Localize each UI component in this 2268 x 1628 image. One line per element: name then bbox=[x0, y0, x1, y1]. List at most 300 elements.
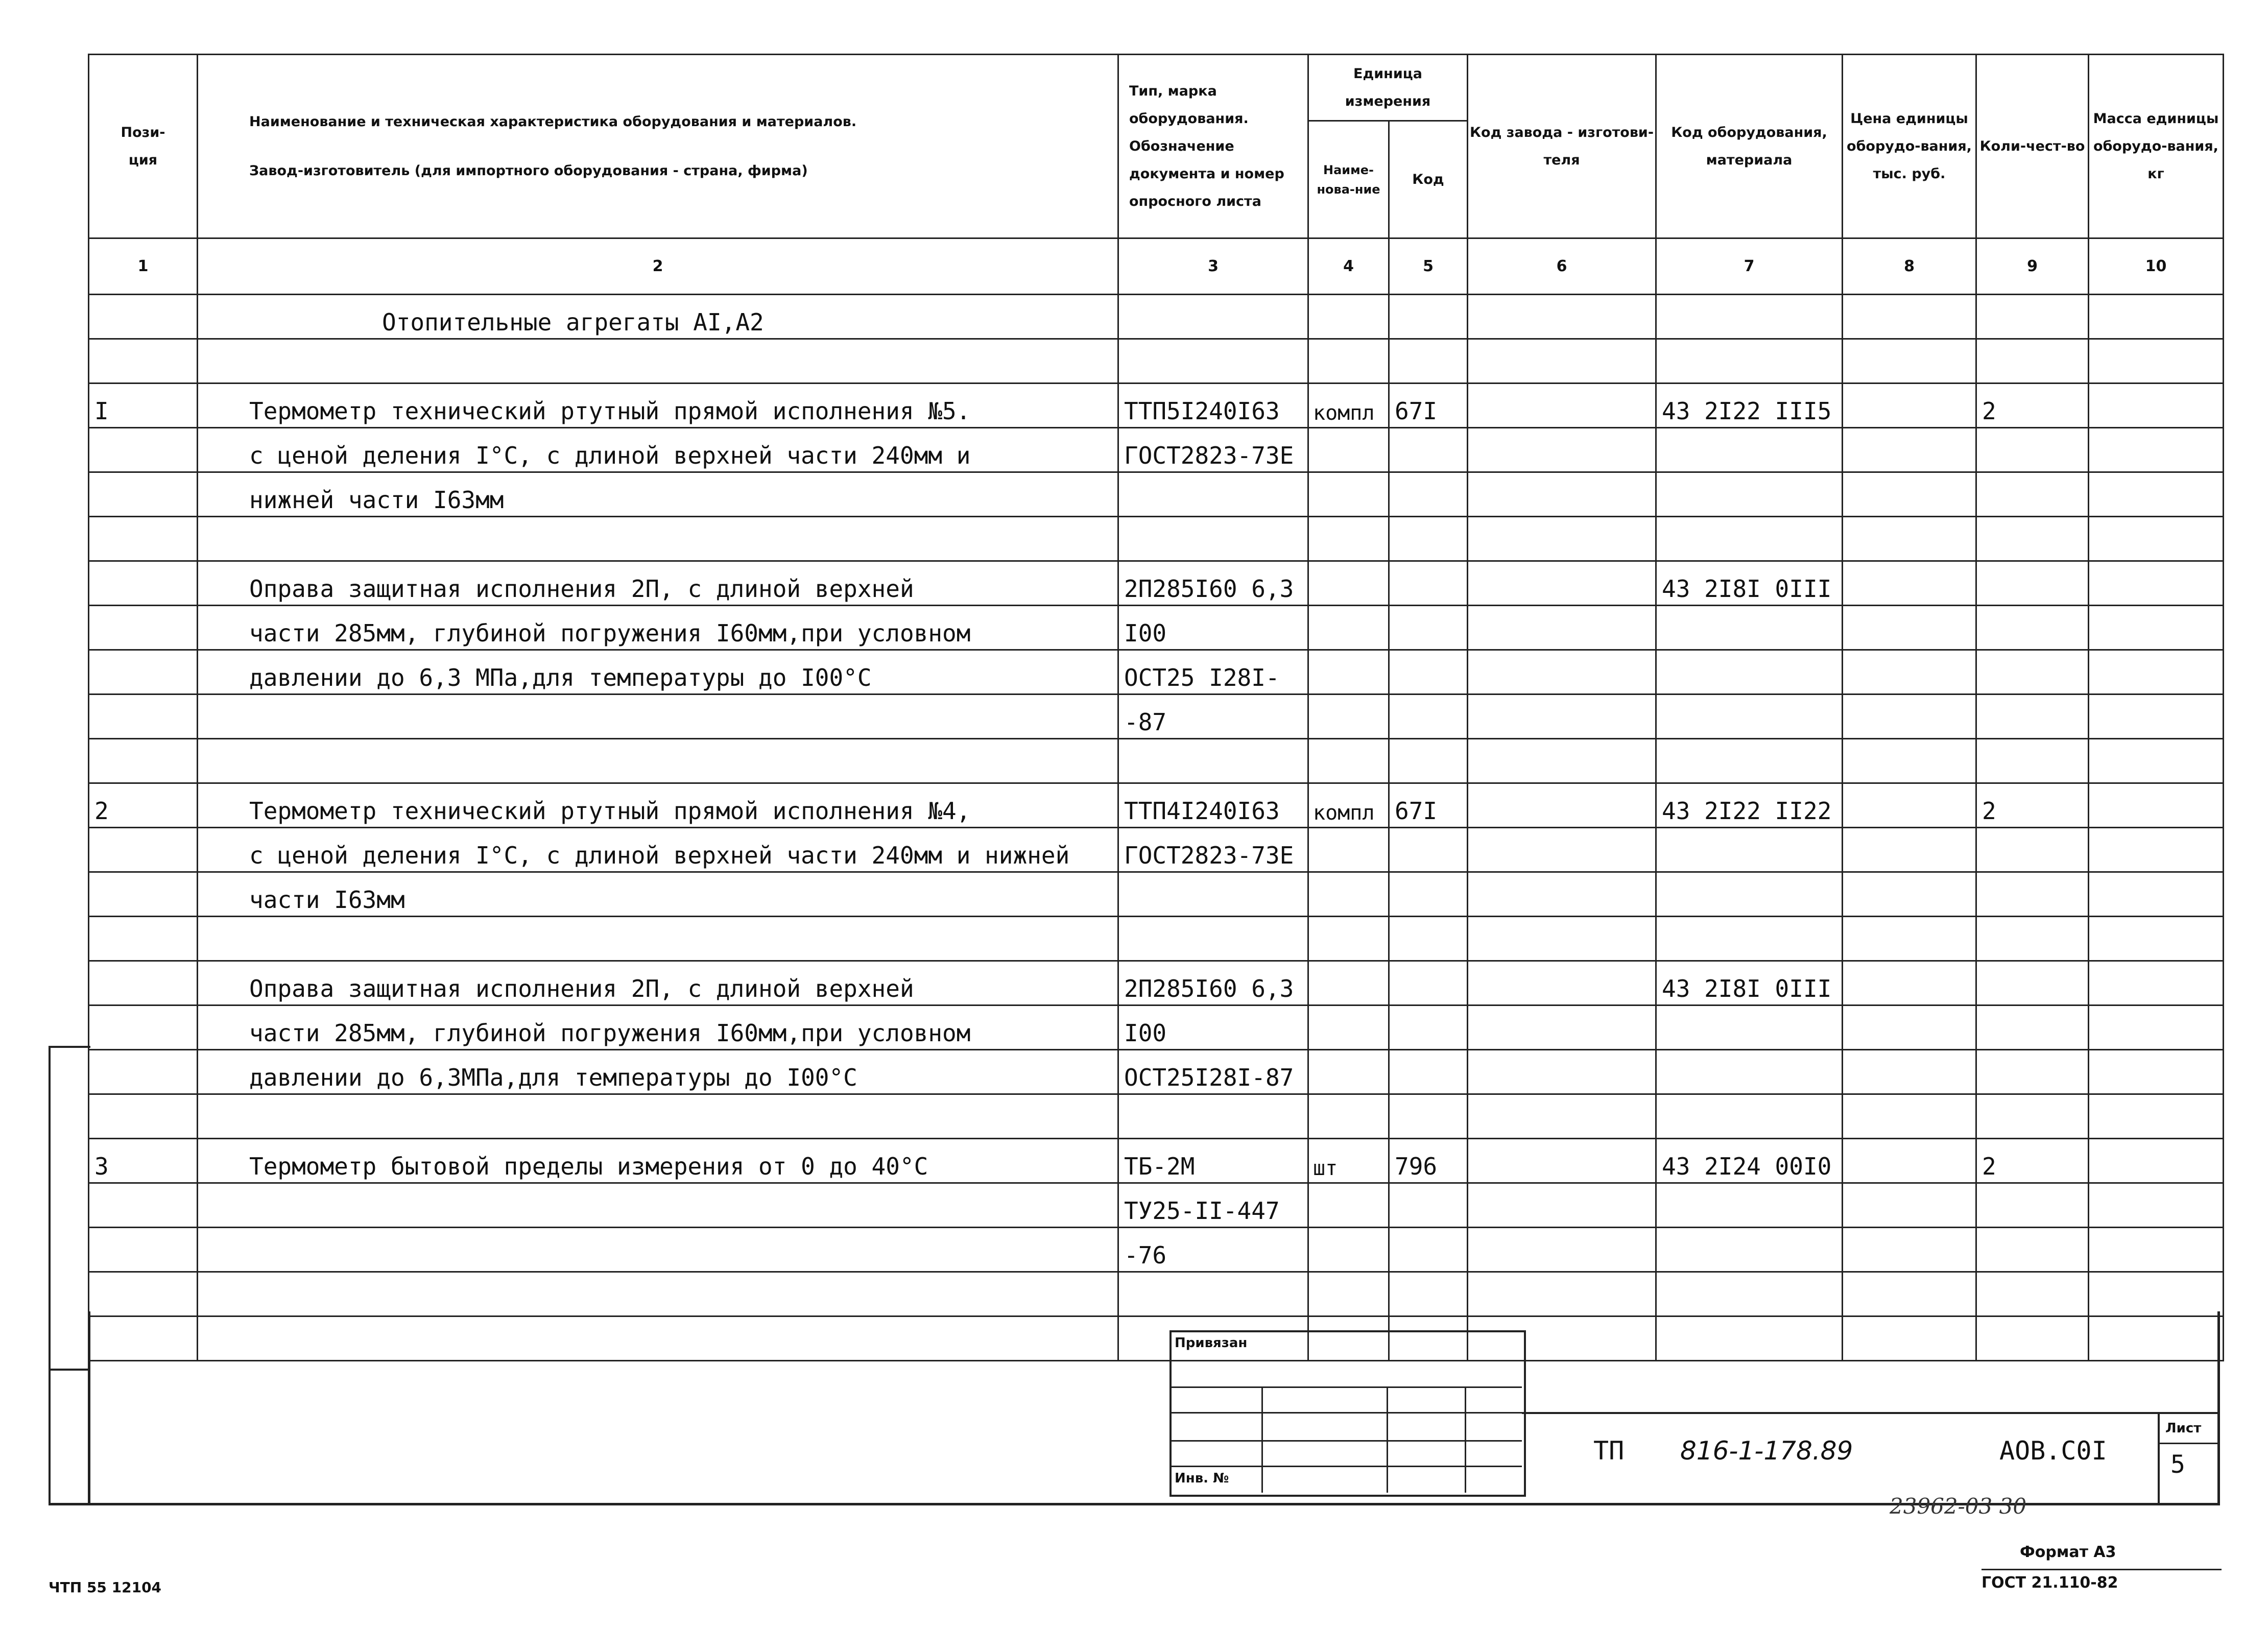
row-equipment-code bbox=[1656, 1272, 1843, 1316]
row-position bbox=[89, 561, 198, 606]
row-quantity bbox=[1976, 428, 2089, 472]
document-number: 816-1-178.89 bbox=[1680, 1436, 1853, 1466]
row-quantity bbox=[1976, 606, 2089, 650]
table-row bbox=[89, 1050, 2224, 1094]
stamp-line bbox=[1169, 1412, 1522, 1414]
row-price bbox=[1843, 1050, 1976, 1094]
format-label: Формат А3 bbox=[2020, 1543, 2116, 1561]
row-position bbox=[89, 695, 198, 739]
row-position: 2 bbox=[89, 783, 198, 828]
row-quantity bbox=[1976, 1005, 2089, 1050]
row-type: -76 bbox=[1118, 1228, 1308, 1272]
row-plant-code bbox=[1468, 1139, 1656, 1183]
stamp-vline bbox=[1465, 1386, 1466, 1493]
row-quantity bbox=[1976, 561, 2089, 606]
row-plant-code bbox=[1468, 961, 1656, 1005]
row-equipment-code bbox=[1656, 428, 1843, 472]
row-unit-name bbox=[1308, 1005, 1389, 1050]
title-block-top bbox=[1522, 1412, 2220, 1414]
row-price bbox=[1843, 1005, 1976, 1050]
row-position bbox=[89, 1183, 198, 1228]
row-name bbox=[198, 695, 1118, 739]
row-equipment-code: 43 2I8I 0III bbox=[1656, 561, 1843, 606]
row-unit-name bbox=[1308, 1183, 1389, 1228]
row-price bbox=[1843, 650, 1976, 695]
row-name: нижней части I63мм bbox=[198, 472, 1118, 517]
row-unit-code bbox=[1389, 650, 1468, 695]
row-equipment-code bbox=[1656, 1183, 1843, 1228]
row-quantity: 2 bbox=[1976, 783, 2089, 828]
row-type: ГОСТ2823-73Е bbox=[1118, 828, 1308, 872]
row-mass bbox=[2089, 961, 2224, 1005]
table-row bbox=[89, 1316, 2224, 1361]
row-unit-name bbox=[1308, 295, 1389, 339]
row-mass bbox=[2089, 917, 2224, 961]
frame-bottom-left bbox=[88, 1311, 90, 1505]
row-mass bbox=[2089, 1050, 2224, 1094]
row-plant-code bbox=[1468, 472, 1656, 517]
row-quantity: 2 bbox=[1976, 384, 2089, 428]
table-row bbox=[89, 917, 2224, 961]
header-unit-name: Наиме-нова-ние bbox=[1308, 121, 1389, 238]
row-unit-code bbox=[1389, 872, 1468, 917]
table-row bbox=[89, 472, 2224, 517]
row-unit-code bbox=[1389, 561, 1468, 606]
row-equipment-code: 43 2I22 II22 bbox=[1656, 783, 1843, 828]
row-equipment-code: 43 2I22 III5 bbox=[1656, 384, 1843, 428]
table-row bbox=[89, 1272, 2224, 1316]
row-name bbox=[198, 1183, 1118, 1228]
row-type: I00 bbox=[1118, 1005, 1308, 1050]
row-position: 3 bbox=[89, 1139, 198, 1183]
row-equipment-code bbox=[1656, 650, 1843, 695]
row-price bbox=[1843, 783, 1976, 828]
row-equipment-code bbox=[1656, 472, 1843, 517]
row-price bbox=[1843, 828, 1976, 872]
stamp-vline bbox=[1261, 1386, 1263, 1493]
header-name-line1: Наименование и техническая характеристика оборудования и материалов. bbox=[249, 113, 857, 130]
row-equipment-code bbox=[1656, 1005, 1843, 1050]
row-position bbox=[89, 1005, 198, 1050]
row-plant-code bbox=[1468, 606, 1656, 650]
stamp-privyazan: Привязан bbox=[1175, 1335, 1248, 1351]
row-unit-code bbox=[1389, 428, 1468, 472]
table-row bbox=[89, 1139, 2224, 1183]
margin-strip-mark bbox=[49, 1369, 90, 1371]
margin-strip-top bbox=[49, 1046, 90, 1048]
row-price bbox=[1843, 1228, 1976, 1272]
row-mass bbox=[2089, 828, 2224, 872]
row-mass bbox=[2089, 517, 2224, 561]
row-type: 2П285I60 6,3 bbox=[1118, 961, 1308, 1005]
row-mass bbox=[2089, 695, 2224, 739]
row-type bbox=[1118, 295, 1308, 339]
row-name bbox=[198, 339, 1118, 384]
row-plant-code bbox=[1468, 739, 1656, 783]
row-price bbox=[1843, 472, 1976, 517]
row-unit-code bbox=[1389, 517, 1468, 561]
row-price bbox=[1843, 561, 1976, 606]
header-position: Пози- ция bbox=[89, 55, 198, 238]
row-equipment-code bbox=[1656, 739, 1843, 783]
row-unit-name: компл bbox=[1308, 783, 1389, 828]
col-number: 5 bbox=[1389, 238, 1468, 295]
col-number: 1 bbox=[89, 238, 198, 295]
col-number: 8 bbox=[1843, 238, 1976, 295]
row-position bbox=[89, 828, 198, 872]
row-name: давлении до 6,3МПа,для температуры до I00°С bbox=[198, 1050, 1118, 1094]
row-equipment-code bbox=[1656, 828, 1843, 872]
sheet-label: Лист bbox=[2165, 1421, 2202, 1436]
row-position bbox=[89, 739, 198, 783]
gost-label: ГОСТ 21.110-82 bbox=[1981, 1574, 2118, 1592]
row-name: части 285мм, глубиной погружения I60мм,при условном bbox=[198, 1005, 1118, 1050]
row-quantity bbox=[1976, 739, 2089, 783]
margin-strip-left bbox=[49, 1046, 51, 1505]
row-plant-code bbox=[1468, 1094, 1656, 1139]
row-unit-name bbox=[1308, 339, 1389, 384]
row-name bbox=[198, 1316, 1118, 1361]
row-unit-code bbox=[1389, 1272, 1468, 1316]
row-mass bbox=[2089, 872, 2224, 917]
row-mass bbox=[2089, 339, 2224, 384]
row-unit-code bbox=[1389, 695, 1468, 739]
row-position bbox=[89, 917, 198, 961]
row-quantity bbox=[1976, 1272, 2089, 1316]
row-price bbox=[1843, 917, 1976, 961]
row-unit-name bbox=[1308, 428, 1389, 472]
row-name: части I63мм bbox=[198, 872, 1118, 917]
table-row bbox=[89, 828, 2224, 872]
table-row bbox=[89, 517, 2224, 561]
row-quantity: 2 bbox=[1976, 1139, 2089, 1183]
title-block-sheet-line bbox=[2158, 1443, 2220, 1444]
row-unit-name bbox=[1308, 650, 1389, 695]
row-plant-code bbox=[1468, 650, 1656, 695]
row-mass bbox=[2089, 606, 2224, 650]
row-mass bbox=[2089, 1228, 2224, 1272]
row-quantity bbox=[1976, 517, 2089, 561]
row-price bbox=[1843, 1316, 1976, 1361]
row-unit-code bbox=[1389, 1094, 1468, 1139]
table-row bbox=[89, 1005, 2224, 1050]
row-unit-name bbox=[1308, 917, 1389, 961]
row-type bbox=[1118, 517, 1308, 561]
row-plant-code bbox=[1468, 561, 1656, 606]
row-unit-code bbox=[1389, 295, 1468, 339]
row-name: с ценой деления I°С, с длиной верхней части 240мм и нижней bbox=[198, 828, 1118, 872]
header-name bbox=[198, 55, 1118, 238]
row-price bbox=[1843, 517, 1976, 561]
row-position bbox=[89, 1272, 198, 1316]
table-row bbox=[89, 1228, 2224, 1272]
row-name: давлении до 6,3 МПа,для температуры до I00°С bbox=[198, 650, 1118, 695]
left-code-label: ЧТП 55 12104 bbox=[49, 1579, 162, 1596]
row-type: ТБ-2М bbox=[1118, 1139, 1308, 1183]
row-mass bbox=[2089, 650, 2224, 695]
row-equipment-code bbox=[1656, 872, 1843, 917]
row-equipment-code bbox=[1656, 295, 1843, 339]
table-header bbox=[89, 55, 2224, 295]
sheet-number: 5 bbox=[2170, 1450, 2185, 1479]
header-type: Тип, марка оборудования. Обозначение документа и номер опросного листа bbox=[1118, 55, 1308, 238]
row-price bbox=[1843, 1139, 1976, 1183]
table-row bbox=[89, 783, 2224, 828]
row-equipment-code bbox=[1656, 695, 1843, 739]
row-name: Термометр бытовой пределы измерения от 0 до 40°С bbox=[198, 1139, 1118, 1183]
row-type: -87 bbox=[1118, 695, 1308, 739]
row-mass bbox=[2089, 783, 2224, 828]
row-unit-code bbox=[1389, 961, 1468, 1005]
row-type bbox=[1118, 1094, 1308, 1139]
row-plant-code bbox=[1468, 1228, 1656, 1272]
row-mass bbox=[2089, 561, 2224, 606]
header-mass: Масса единицы оборудо-вания, кг bbox=[2089, 55, 2224, 238]
row-unit-code bbox=[1389, 828, 1468, 872]
row-position bbox=[89, 1316, 198, 1361]
row-price bbox=[1843, 295, 1976, 339]
row-position bbox=[89, 1050, 198, 1094]
row-unit-code bbox=[1389, 606, 1468, 650]
row-mass bbox=[2089, 428, 2224, 472]
row-position bbox=[89, 1094, 198, 1139]
row-unit-code bbox=[1389, 739, 1468, 783]
frame-bottom-right bbox=[2217, 1311, 2220, 1505]
row-price bbox=[1843, 872, 1976, 917]
row-unit-code: 67I bbox=[1389, 384, 1468, 428]
footer-rule bbox=[1981, 1569, 2222, 1570]
row-unit-name: компл bbox=[1308, 384, 1389, 428]
row-type bbox=[1118, 872, 1308, 917]
row-quantity bbox=[1976, 828, 2089, 872]
row-price bbox=[1843, 384, 1976, 428]
row-quantity bbox=[1976, 1094, 2089, 1139]
row-name: Оправа защитная исполнения 2П, с длиной верхней bbox=[198, 961, 1118, 1005]
row-plant-code bbox=[1468, 1183, 1656, 1228]
row-plant-code bbox=[1468, 384, 1656, 428]
document-code: АОВ.С0I bbox=[1999, 1436, 2107, 1466]
row-type: ОСТ25 I28I- bbox=[1118, 650, 1308, 695]
col-number: 4 bbox=[1308, 238, 1389, 295]
header-equipment-code: Код оборудования, материала bbox=[1656, 55, 1843, 238]
row-unit-code bbox=[1389, 917, 1468, 961]
header-price: Цена единицы оборудо-вания, тыс. руб. bbox=[1843, 55, 1976, 238]
row-unit-name bbox=[1308, 961, 1389, 1005]
title-block-sheet-divider bbox=[2158, 1412, 2160, 1504]
col-number: 9 bbox=[1976, 238, 2089, 295]
col-number: 10 bbox=[2089, 238, 2224, 295]
row-position bbox=[89, 872, 198, 917]
row-price bbox=[1843, 339, 1976, 384]
row-position bbox=[89, 339, 198, 384]
table-body bbox=[89, 295, 2224, 1361]
row-mass bbox=[2089, 472, 2224, 517]
row-plant-code bbox=[1468, 339, 1656, 384]
row-equipment-code bbox=[1656, 917, 1843, 961]
row-unit-name bbox=[1308, 739, 1389, 783]
row-equipment-code bbox=[1656, 606, 1843, 650]
row-quantity bbox=[1976, 472, 2089, 517]
row-mass bbox=[2089, 739, 2224, 783]
row-unit-name bbox=[1308, 695, 1389, 739]
row-quantity bbox=[1976, 1228, 2089, 1272]
row-plant-code bbox=[1468, 872, 1656, 917]
col-number: 7 bbox=[1656, 238, 1843, 295]
row-name: Термометр технический ртутный прямой исполнения №5. bbox=[198, 384, 1118, 428]
row-quantity bbox=[1976, 1050, 2089, 1094]
row-equipment-code bbox=[1656, 517, 1843, 561]
table-row bbox=[89, 872, 2224, 917]
row-type bbox=[1118, 739, 1308, 783]
row-unit-code: 796 bbox=[1389, 1139, 1468, 1183]
table-row bbox=[89, 739, 2224, 783]
row-plant-code bbox=[1468, 1272, 1656, 1316]
row-type: ТУ25-II-447 bbox=[1118, 1183, 1308, 1228]
row-type: ГОСТ2823-73Е bbox=[1118, 428, 1308, 472]
row-plant-code bbox=[1468, 695, 1656, 739]
row-unit-code bbox=[1389, 1183, 1468, 1228]
table-row bbox=[89, 650, 2224, 695]
row-price bbox=[1843, 739, 1976, 783]
row-unit-code bbox=[1389, 472, 1468, 517]
row-quantity bbox=[1976, 872, 2089, 917]
row-position bbox=[89, 1228, 198, 1272]
row-equipment-code: 43 2I24 00I0 bbox=[1656, 1139, 1843, 1183]
row-name bbox=[198, 917, 1118, 961]
row-type: ТТП4I240I63 bbox=[1118, 783, 1308, 828]
row-name bbox=[198, 739, 1118, 783]
row-name: Оправа защитная исполнения 2П, с длиной верхней bbox=[198, 561, 1118, 606]
row-name bbox=[198, 1228, 1118, 1272]
row-position bbox=[89, 472, 198, 517]
row-unit-name bbox=[1308, 561, 1389, 606]
row-unit-name bbox=[1308, 1094, 1389, 1139]
row-unit-code bbox=[1389, 339, 1468, 384]
row-quantity bbox=[1976, 1316, 2089, 1361]
row-type: 2П285I60 6,3 bbox=[1118, 561, 1308, 606]
row-name: части 285мм, глубиной погружения I60мм,при условном bbox=[198, 606, 1118, 650]
header-name-line2: Завод-изготовитель (для импортного оборудования - страна, фирма) bbox=[249, 162, 808, 179]
stamp-line bbox=[1169, 1440, 1522, 1442]
row-unit-name bbox=[1308, 1228, 1389, 1272]
stamp-inventory-number: Инв. № bbox=[1175, 1471, 1229, 1486]
row-mass bbox=[2089, 1272, 2224, 1316]
row-price bbox=[1843, 1094, 1976, 1139]
table-row bbox=[89, 1094, 2224, 1139]
header-unit-group: Единица измерения bbox=[1308, 55, 1468, 121]
col-number: 6 bbox=[1468, 238, 1656, 295]
row-mass bbox=[2089, 384, 2224, 428]
row-type: ОСТ25I28I-87 bbox=[1118, 1050, 1308, 1094]
row-unit-code: 67I bbox=[1389, 783, 1468, 828]
row-type: I00 bbox=[1118, 606, 1308, 650]
title-prefix: ТП bbox=[1593, 1436, 1625, 1466]
row-price bbox=[1843, 1272, 1976, 1316]
row-position bbox=[89, 428, 198, 472]
row-unit-name bbox=[1308, 517, 1389, 561]
row-plant-code bbox=[1468, 517, 1656, 561]
row-name: Термометр технический ртутный прямой исполнения №4, bbox=[198, 783, 1118, 828]
table-row bbox=[89, 428, 2224, 472]
row-unit-name bbox=[1308, 1050, 1389, 1094]
row-equipment-code bbox=[1656, 1316, 1843, 1361]
header-quantity: Коли-чест-во bbox=[1976, 55, 2089, 238]
table-row bbox=[89, 561, 2224, 606]
row-price bbox=[1843, 695, 1976, 739]
row-unit-code bbox=[1389, 1050, 1468, 1094]
row-name bbox=[198, 1272, 1118, 1316]
row-equipment-code bbox=[1656, 1228, 1843, 1272]
header-plant-code: Код завода - изготови-теля bbox=[1468, 55, 1656, 238]
table-row bbox=[89, 384, 2224, 428]
row-unit-name bbox=[1308, 606, 1389, 650]
stamp-line bbox=[1169, 1466, 1522, 1467]
row-position bbox=[89, 961, 198, 1005]
row-price bbox=[1843, 428, 1976, 472]
row-plant-code bbox=[1468, 917, 1656, 961]
row-mass bbox=[2089, 1094, 2224, 1139]
row-mass bbox=[2089, 1316, 2224, 1361]
row-position bbox=[89, 650, 198, 695]
row-position bbox=[89, 606, 198, 650]
row-unit-name bbox=[1308, 828, 1389, 872]
row-name: с ценой деления I°С, с длиной верхней части 240мм и bbox=[198, 428, 1118, 472]
table-row bbox=[89, 295, 2224, 339]
row-equipment-code: 43 2I8I 0III bbox=[1656, 961, 1843, 1005]
row-type bbox=[1118, 472, 1308, 517]
row-plant-code bbox=[1468, 295, 1656, 339]
row-type bbox=[1118, 1272, 1308, 1316]
row-plant-code bbox=[1468, 783, 1656, 828]
row-quantity bbox=[1976, 295, 2089, 339]
row-name: Отопительные агрегаты АI,А2 bbox=[198, 295, 1118, 339]
row-equipment-code bbox=[1656, 339, 1843, 384]
row-price bbox=[1843, 961, 1976, 1005]
row-mass bbox=[2089, 295, 2224, 339]
row-unit-name bbox=[1308, 872, 1389, 917]
row-type: ТТП5I240I63 bbox=[1118, 384, 1308, 428]
row-position: I bbox=[89, 384, 198, 428]
handwritten-archive-number: 23962-03 30 bbox=[1890, 1494, 2027, 1519]
row-plant-code bbox=[1468, 428, 1656, 472]
row-unit-name: шт bbox=[1308, 1139, 1389, 1183]
specification-table bbox=[88, 54, 2224, 1361]
row-unit-name bbox=[1308, 472, 1389, 517]
table-row bbox=[89, 1183, 2224, 1228]
row-mass bbox=[2089, 1005, 2224, 1050]
table-row bbox=[89, 606, 2224, 650]
table-row bbox=[89, 339, 2224, 384]
row-plant-code bbox=[1468, 1050, 1656, 1094]
row-quantity bbox=[1976, 695, 2089, 739]
stamp-vline bbox=[1387, 1386, 1388, 1493]
row-mass bbox=[2089, 1183, 2224, 1228]
table-row bbox=[89, 961, 2224, 1005]
row-price bbox=[1843, 606, 1976, 650]
col-number: 3 bbox=[1118, 238, 1308, 295]
row-unit-code bbox=[1389, 1228, 1468, 1272]
row-quantity bbox=[1976, 917, 2089, 961]
table-row bbox=[89, 695, 2224, 739]
row-mass bbox=[2089, 1139, 2224, 1183]
row-name bbox=[198, 1094, 1118, 1139]
row-plant-code bbox=[1468, 828, 1656, 872]
row-price bbox=[1843, 1183, 1976, 1228]
row-quantity bbox=[1976, 339, 2089, 384]
row-quantity bbox=[1976, 650, 2089, 695]
row-position bbox=[89, 295, 198, 339]
row-name bbox=[198, 517, 1118, 561]
